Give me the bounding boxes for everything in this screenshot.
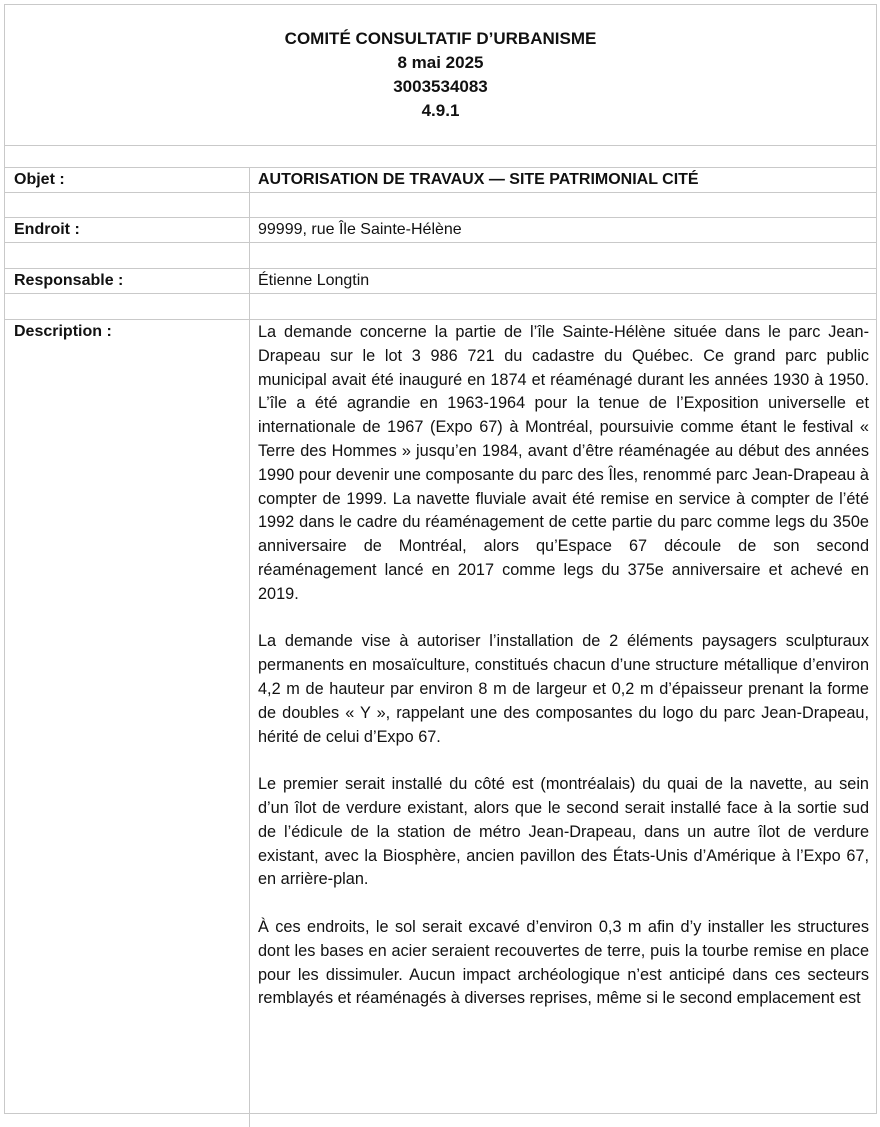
- responsable-label: Responsable :: [14, 272, 124, 289]
- description-paragraph: À ces endroits, le sol serait excavé d’environ 0,3 m afin d’y installer les structures dont les bases en acier seraient recouvertes de terre, puis la tourbe remise en place pour les dissimuler. Aucun impact archéologique n’est anticipé dans ces secteurs remblayés et réaménagés à diverses reprises, même si le second emplacement est: [258, 917, 869, 1008]
- description-body: [258, 321, 869, 1035]
- endroit-value: 99999, rue Île Sainte-Hélène: [258, 221, 462, 238]
- meeting-date: 8 mai 2025: [397, 53, 484, 72]
- committee-title: COMITÉ CONSULTATIF D’URBANISME: [284, 29, 597, 48]
- item-number: 4.9.1: [421, 101, 460, 120]
- table-divider: [5, 293, 876, 294]
- table-divider: [5, 167, 876, 168]
- table-divider: [5, 217, 876, 218]
- objet-label: Objet :: [14, 171, 65, 188]
- table-divider: [5, 192, 876, 193]
- endroit-label: Endroit :: [14, 221, 80, 238]
- description-paragraph: La demande concerne la partie de l’île Sainte-Hélène située dans le parc Jean-Drapeau sur le lot 3 986 721 du cadastre du Québec. Ce grand parc public municipal avait été inauguré en 1874 et réaménagé durant les années 1930 à 1950. L’île a été agrandie en 1963-1964 pour la tenue de l’Exposition universelle et internationale de 1967 (Expo 67) à Montréal, poursuivie comme étant le festival « Terre des Hommes » jusqu’en 1984, avant d’être réaménagée au début des années 1990 pour devenir une composante du parc des Îles, renommé parc Jean-Drapeau à compter de 1999. La navette fluviale avait été remise en service à compter de l’été 1992 dans le cadre du réaménagement de cette partie du parc comme legs du 350e anniversaire de Montréal, alors qu’Espace 67 découle de son second réaménagement lancé en 2017 comme legs du 375e anniversaire et achevé en 2019.: [258, 323, 869, 603]
- description-paragraph: Le premier serait installé du côté est (montréalais) du quai de la navette, au sein d’un îlot de verdure existant, alors que le second serait installé face à la sortie sud de l’édicule de la station de métro Jean-Drapeau, dans un autre îlot de verdure existant, avec la Biosphère, ancien pavillon des États-Unis d’Amérique à l’Expo 67, en arrière-plan.: [258, 775, 869, 889]
- document-frame: [4, 4, 877, 1114]
- table-divider: [5, 268, 876, 269]
- description-label: Description :: [14, 323, 112, 340]
- column-divider: [249, 167, 250, 1127]
- responsable-value: Étienne Longtin: [258, 272, 370, 289]
- document-header: [5, 5, 876, 146]
- description-paragraph: La demande vise à autoriser l’installation de 2 éléments paysagers sculpturaux permanents en mosaïculture, constitués chacun d’une structure métallique d’environ 4,2 m de hauteur par environ 8 m de largeur et 0,2 m d’épaisseur prenant la forme de doubles « Y », rappelant une des composantes du logo du parc Jean-Drapeau, hérité de celui d’Expo 67.: [258, 632, 869, 746]
- table-divider: [5, 319, 876, 320]
- table-divider: [5, 242, 876, 243]
- objet-value: AUTORISATION DE TRAVAUX — SITE PATRIMONIAL CITÉ: [258, 171, 699, 188]
- file-number: 3003534083: [393, 77, 488, 96]
